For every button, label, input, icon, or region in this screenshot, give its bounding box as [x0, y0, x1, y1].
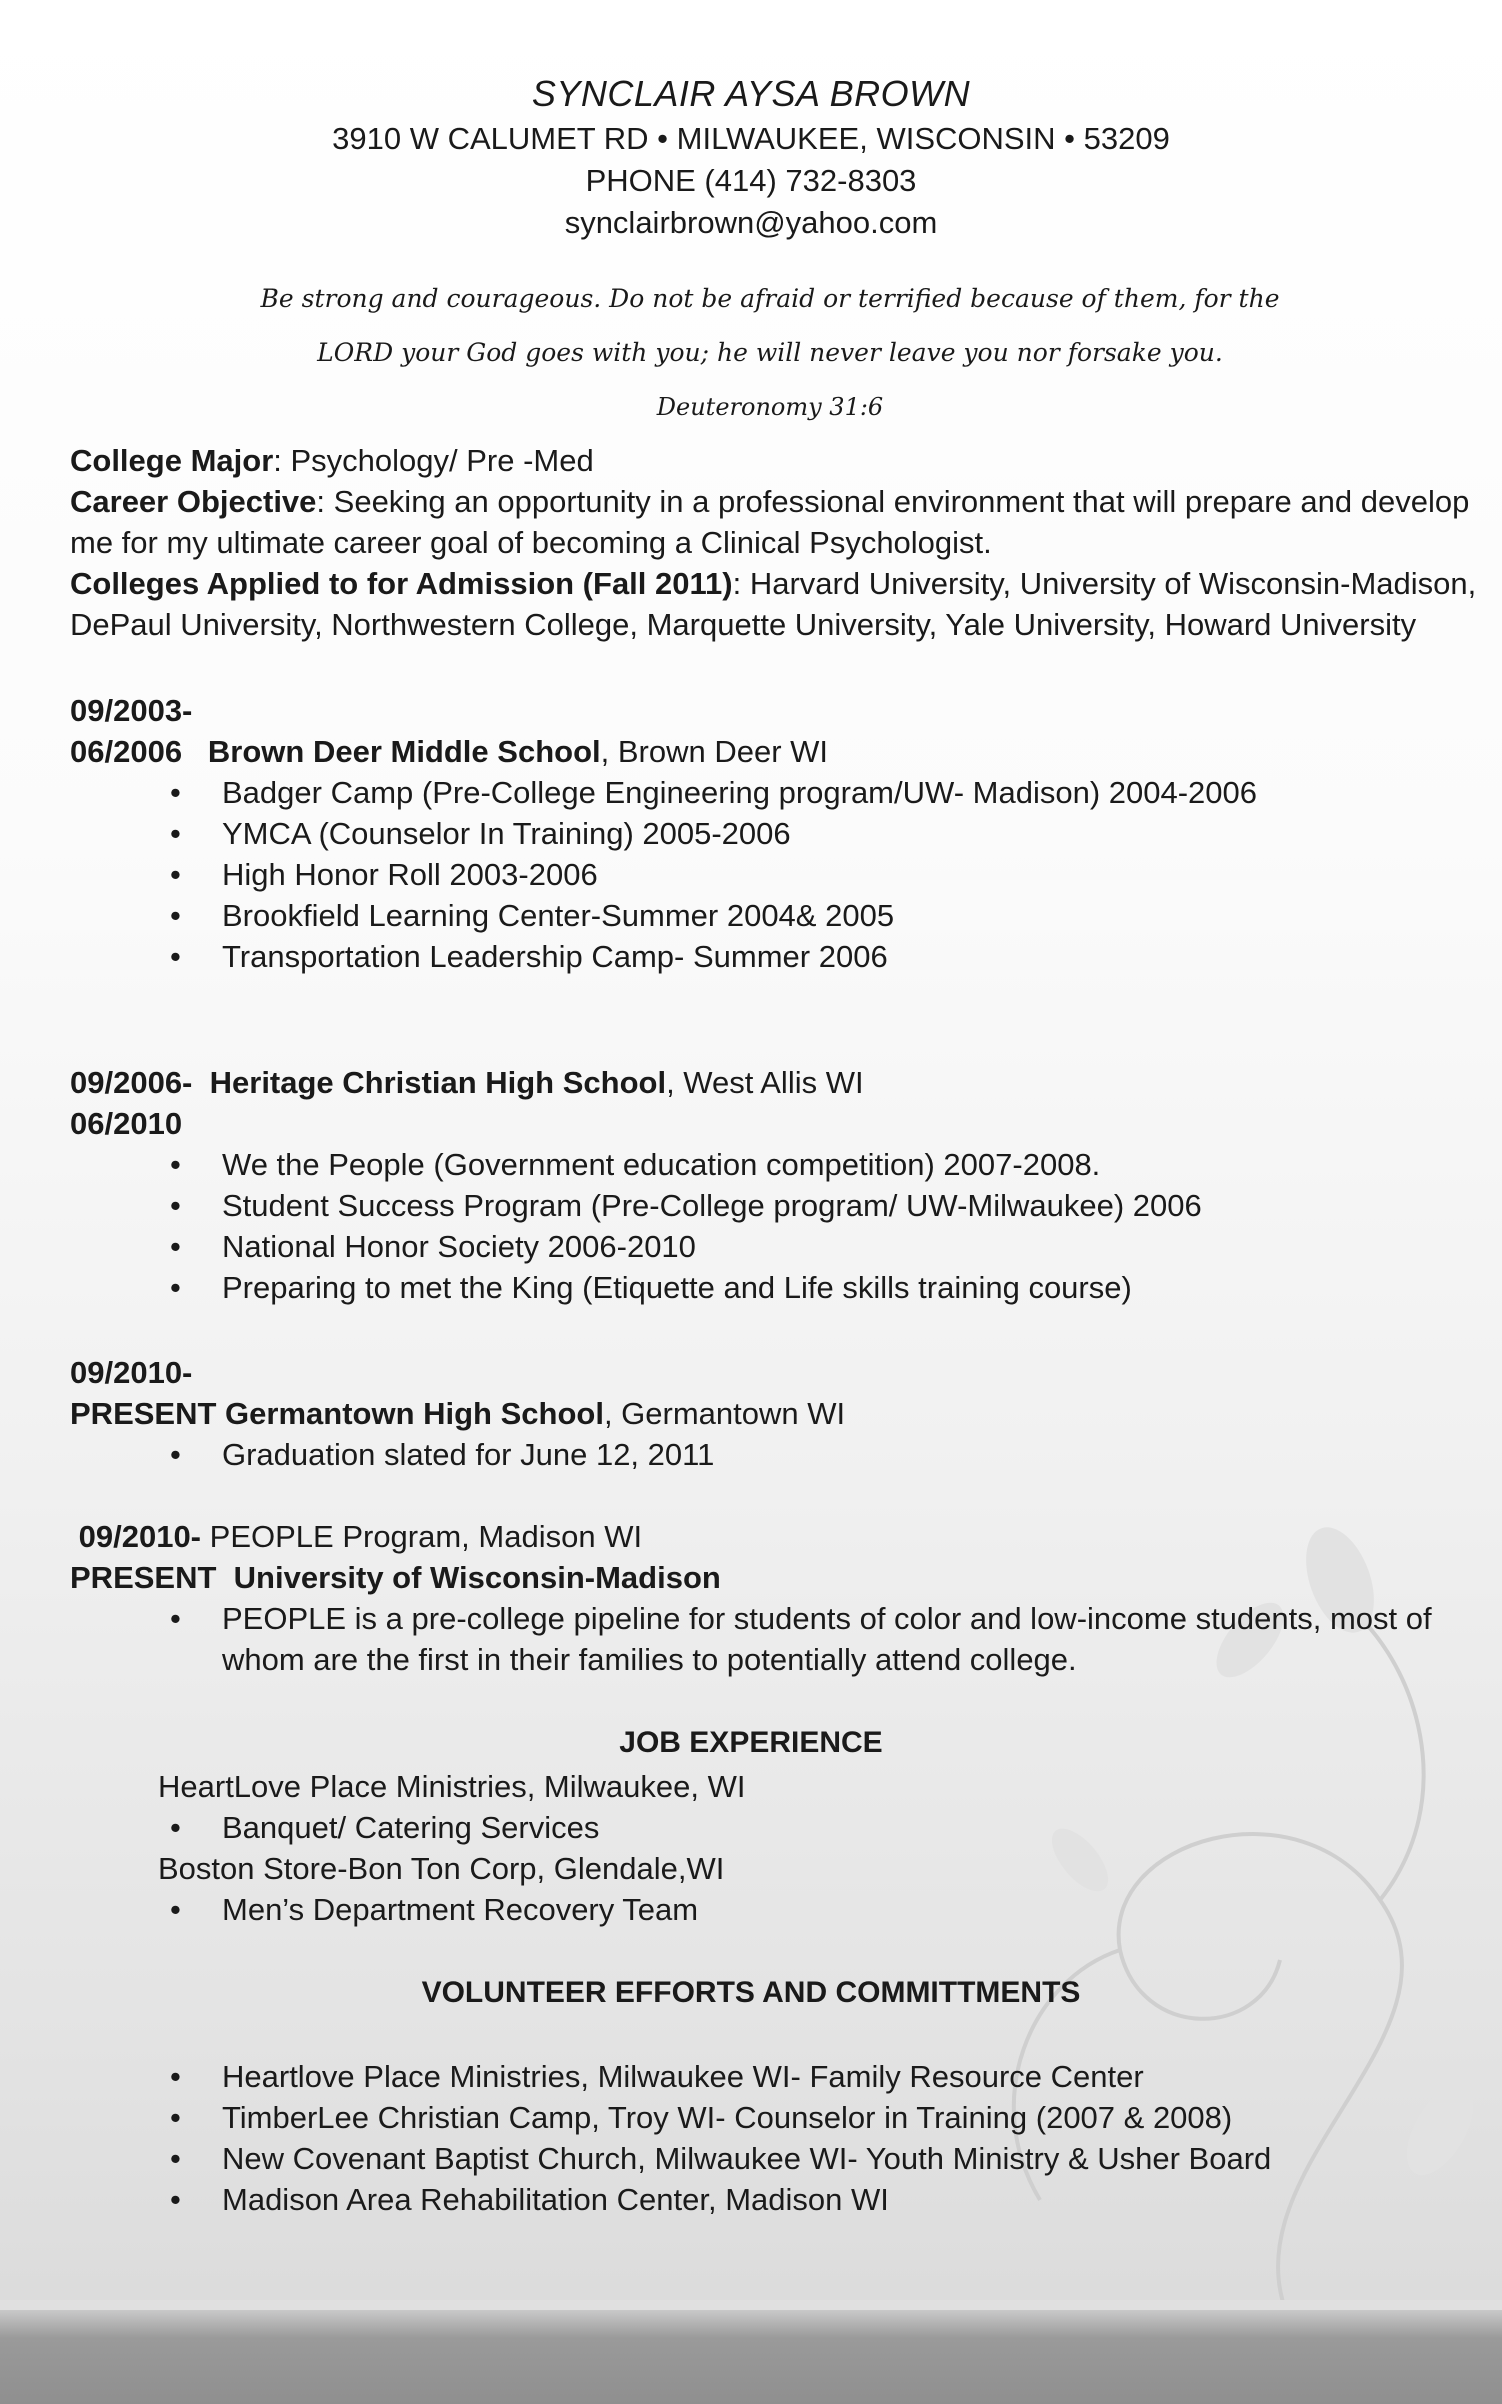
list-item-text: Banquet/ Catering Services: [222, 1810, 600, 1845]
verse-line-1: Be strong and courageous. Do not be afraid or terrified because of them, for the: [260, 284, 1280, 313]
list-item: [70, 854, 1490, 895]
entry-subheading: [70, 1557, 1490, 1598]
date-start: 09/2003-: [70, 693, 193, 728]
list-item: [70, 1598, 1490, 1680]
bullet-icon: •: [170, 2182, 181, 2217]
list-item: [70, 1889, 1458, 1930]
volunteer-section: [70, 2056, 1490, 2220]
list-item-text: Brookfield Learning Center-Summer 2004& 2005: [222, 898, 895, 933]
entry-heading: [70, 1516, 1490, 1557]
candidate-name: SYNCLAIR AYSA BROWN: [531, 73, 971, 114]
bullet-icon: •: [170, 898, 181, 933]
colleges-label: Colleges Applied to for Admission (Fall 2011): [70, 566, 733, 601]
footer-band: [0, 2310, 1502, 2404]
list-item-text: Badger Camp (Pre-College Engineering program/UW- Madison) 2004-2006: [222, 775, 1258, 810]
date-start: 09/2010-: [78, 1519, 202, 1554]
school-location: , West Allis WI: [666, 1065, 864, 1100]
list-item-text: Heartlove Place Ministries, Milwaukee WI- Family Resource Center: [222, 2059, 1144, 2094]
date-start: 09/2006-: [70, 1065, 193, 1100]
list-item-text: Graduation slated for June 12, 2011: [222, 1437, 715, 1472]
list-item-text: PEOPLE is a pre-college pipeline for students of color and low-income students, most of whom are the first in their families to potentially attend college.: [222, 1601, 1432, 1677]
list-item-text: Student Success Program (Pre-College program/ UW-Milwaukee) 2006: [222, 1188, 1202, 1223]
bullet-list: [70, 2056, 1490, 2220]
bullet-icon: •: [170, 2059, 181, 2094]
date-start: 09/2010-: [70, 1355, 193, 1390]
summary-section: [70, 440, 1490, 645]
entry-heading: [70, 1393, 1490, 1434]
major-value: : Psychology/ Pre -Med: [273, 443, 594, 478]
school-location: , Germantown WI: [603, 1396, 846, 1431]
employer: Boston Store-Bon Ton Corp, Glendale,WI: [158, 1851, 725, 1886]
list-item-text: YMCA (Counselor In Training) 2005-2006: [222, 816, 791, 851]
bullet-list: [70, 1434, 1490, 1475]
program-name: PEOPLE Program, Madison WI: [209, 1519, 643, 1554]
date-end: PRESENT: [70, 1560, 217, 1595]
entry-heading: [70, 1062, 1490, 1103]
list-item-text: National Honor Society 2006-2010: [222, 1229, 696, 1264]
bullet-icon: •: [170, 857, 181, 892]
list-item-text: Men’s Department Recovery Team: [222, 1892, 699, 1927]
bullet-list: [70, 1807, 1458, 1848]
verse-reference: Deuteronomy 31:6: [656, 393, 884, 421]
phone: PHONE (414) 732-8303: [585, 163, 917, 198]
list-item-text: New Covenant Baptist Church, Milwaukee WI- Youth Ministry & Usher Board: [222, 2141, 1272, 2176]
school-name: Heritage Christian High School: [209, 1065, 667, 1100]
volunteer-title: VOLUNTEER EFFORTS AND COMMITTMENTS: [421, 1976, 1081, 2009]
objective-value: : Seeking an opportunity in a professional environment that will prepare and develop me for my ultimate career goal of becoming a Clinical Psychologist.: [70, 484, 1470, 560]
footer-band-highlight: [0, 2300, 1502, 2310]
list-item: [70, 1807, 1458, 1848]
email: synclairbrown@yahoo.com: [564, 205, 938, 240]
bullet-icon: •: [170, 1601, 181, 1636]
colleges-value: : Harvard University, University of Wisconsin-Madison, DePaul University, Northwestern College, Marquette University, Yale University, Howard University: [70, 566, 1477, 642]
bullet-icon: •: [170, 2100, 181, 2135]
list-item: [70, 1185, 1490, 1226]
list-item: [70, 1144, 1490, 1185]
verse-line-2: LORD your God goes with you; he will never leave you nor forsake you.: [317, 338, 1223, 367]
school-name: University of Wisconsin-Madison: [233, 1560, 721, 1595]
list-item: [70, 1434, 1490, 1475]
bullet-icon: •: [170, 1810, 181, 1845]
education-entry-germantown: [70, 1352, 1490, 1475]
school-name: Brown Deer Middle School: [207, 734, 601, 769]
bullet-icon: •: [170, 1147, 181, 1182]
list-item: [70, 936, 1490, 977]
list-item: [70, 2138, 1490, 2179]
list-item-text: Transportation Leadership Camp- Summer 2006: [222, 939, 888, 974]
bullet-icon: •: [170, 775, 181, 810]
school-name: Germantown High School: [225, 1396, 604, 1431]
list-item: [70, 772, 1490, 813]
college-major: [70, 440, 1490, 481]
objective-label: Career Objective: [70, 484, 317, 519]
colleges-applied: [70, 563, 1490, 645]
list-item: [70, 813, 1490, 854]
bullet-icon: •: [170, 1892, 181, 1927]
employer: HeartLove Place Ministries, Milwaukee, WI: [158, 1769, 746, 1804]
bullet-icon: •: [170, 2141, 181, 2176]
job-experience-section: [158, 1766, 1458, 1930]
list-item: [70, 1226, 1490, 1267]
address: 3910 W CALUMET RD • MILWAUKEE, WISCONSIN • 53209: [332, 121, 1170, 156]
scripture-quote: [220, 272, 1320, 434]
job-experience-title: JOB EXPERIENCE: [619, 1726, 883, 1759]
bullet-list: [70, 1598, 1490, 1680]
list-item: [70, 1267, 1490, 1308]
bullet-icon: •: [170, 939, 181, 974]
bullet-icon: •: [170, 1270, 181, 1305]
bullet-list: [70, 1144, 1490, 1308]
list-item-text: Madison Area Rehabilitation Center, Madison WI: [222, 2182, 889, 2217]
education-entry-brown-deer: [70, 690, 1490, 977]
career-objective: [70, 481, 1490, 563]
list-item: [70, 2056, 1490, 2097]
list-item-text: High Honor Roll 2003-2006: [222, 857, 598, 892]
bullet-icon: •: [170, 1188, 181, 1223]
list-item: [70, 2179, 1490, 2220]
list-item: [70, 2097, 1490, 2138]
list-item-text: TimberLee Christian Camp, Troy WI- Counselor in Training (2007 & 2008): [222, 2100, 1233, 2135]
education-entry-heritage: [70, 1062, 1490, 1308]
bullet-icon: •: [170, 1229, 181, 1264]
list-item-text: We the People (Government education competition) 2007-2008.: [222, 1147, 1101, 1182]
entry-heading: [70, 731, 1490, 772]
list-item: [70, 895, 1490, 936]
bullet-list: [70, 1889, 1458, 1930]
bullet-icon: •: [170, 1437, 181, 1472]
school-location: , Brown Deer WI: [600, 734, 829, 769]
date-end: 06/2006: [70, 734, 183, 769]
major-label: College Major: [70, 443, 274, 478]
bullet-icon: •: [170, 816, 181, 851]
resume-header: [0, 70, 1502, 244]
date-end: 06/2010: [70, 1106, 183, 1141]
education-entry-people-program: [70, 1516, 1490, 1680]
list-item-text: Preparing to met the King (Etiquette and Life skills training course): [222, 1270, 1132, 1305]
date-end: PRESENT: [70, 1396, 217, 1431]
bullet-list: [70, 772, 1490, 977]
